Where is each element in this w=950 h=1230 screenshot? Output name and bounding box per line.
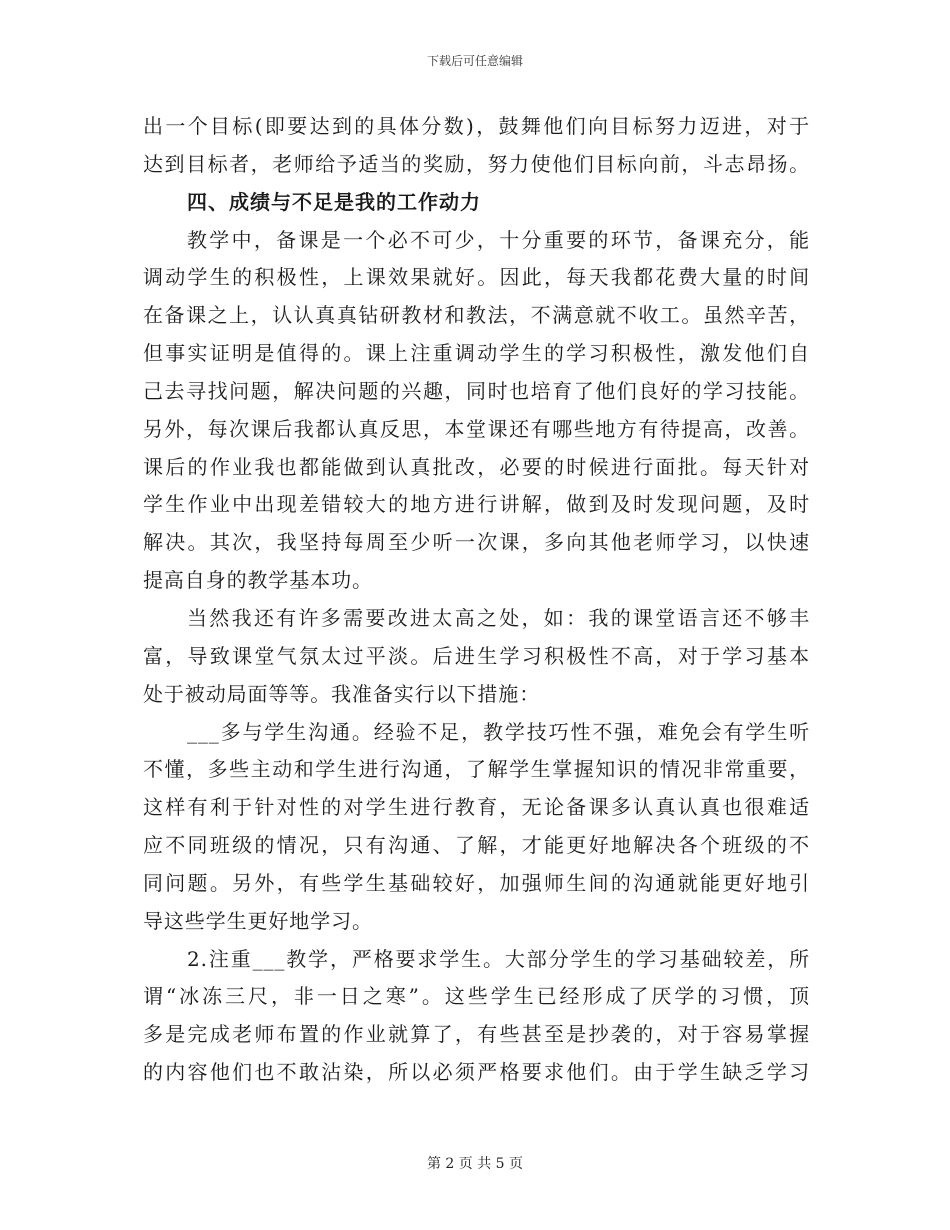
text-line: 富，导致课堂气氛太过平淡。后进生学习积极性不高，对于学习基本	[143, 643, 810, 668]
text-line: 同问题。另外，有些学生基础较好，加强师生间的沟通就能更好地引	[143, 870, 810, 895]
text-line: 不懂，多些主动和学生进行沟通，了解学生掌握知识的情况非常重要，	[143, 757, 810, 782]
section-heading: 四、成绩与不足是我的工作动力	[187, 189, 481, 214]
paragraph-last-line: 提高自身的教学基本功。	[143, 568, 373, 593]
paragraph-last-line: 导这些学生更好地学习。	[143, 908, 373, 933]
text-line: 应不同班级的情况，只有沟通、了解，才能更好地解决各个班级的不	[143, 833, 810, 858]
paragraph-first-line: 2.注重___教学，严格要求学生。大部分学生的学习基础较差，所	[187, 946, 810, 971]
page-footer: 第 2 页 共 5 页	[426, 1156, 524, 1172]
text-line: 另外，每次课后我都认真反思，本堂课还有哪些地方有待提高，改善。	[143, 416, 810, 441]
text-line: 这样有利于针对性的对学生进行教育，无论备课多认真认真也很难适	[143, 795, 810, 820]
text-line: 学生作业中出现差错较大的地方进行讲解，做到及时发现问题，及时	[143, 492, 810, 517]
paragraph-first-line: 教学中，备课是一个必不可少，十分重要的环节，备课充分，能	[187, 227, 810, 252]
text-line: 出一个目标(即要达到的具体分数)，鼓舞他们向目标努力迈进，对于	[143, 114, 810, 138]
text-line: 己去寻找问题，解决问题的兴趣，同时也培育了他们良好的学习技能。	[143, 378, 810, 403]
text-line: 谓“冰冻三尺，非一日之寒”。这些学生已经形成了厌学的习惯，顶	[143, 984, 810, 1009]
text-line: 多是完成老师布置的作业就算了，有些甚至是抄袭的，对于容易掌握	[143, 1022, 810, 1047]
paragraph-last-line: 处于被动局面等等。我准备实行以下措施：	[143, 681, 541, 706]
text-line: 调动学生的积极性，上课效果就好。因此，每天我都花费大量的时间	[143, 265, 810, 290]
paragraph-first-line: 当然我还有许多需要改进太高之处，如：我的课堂语言还不够丰	[187, 605, 810, 630]
paragraph-first-line: ___多与学生沟通。经验不足，教学技巧性不强，难免会有学生听	[187, 719, 810, 744]
text-line: 达到目标者，老师给予适当的奖励，努力使他们目标向前，斗志昂扬。	[143, 151, 810, 176]
text-line: 解决。其次，我坚持每周至少听一次课，多向其他老师学习，以快速	[143, 530, 810, 555]
page-header: 下载后可任意编辑	[426, 54, 523, 68]
text-line: 但事实证明是值得的。课上注重调动学生的学习积极性，激发他们自	[143, 341, 810, 366]
text-line: 课后的作业我也都能做到认真批改，必要的时候进行面批。每天针对	[143, 454, 810, 479]
text-line: 的内容他们也不敢沾染，所以必须严格要求他们。由于学生缺乏学习	[143, 1060, 810, 1085]
document-body	[143, 108, 810, 1092]
text-line: 在备课之上，认认真真钻研教材和教法，不满意就不收工。虽然辛苦，	[143, 303, 810, 328]
